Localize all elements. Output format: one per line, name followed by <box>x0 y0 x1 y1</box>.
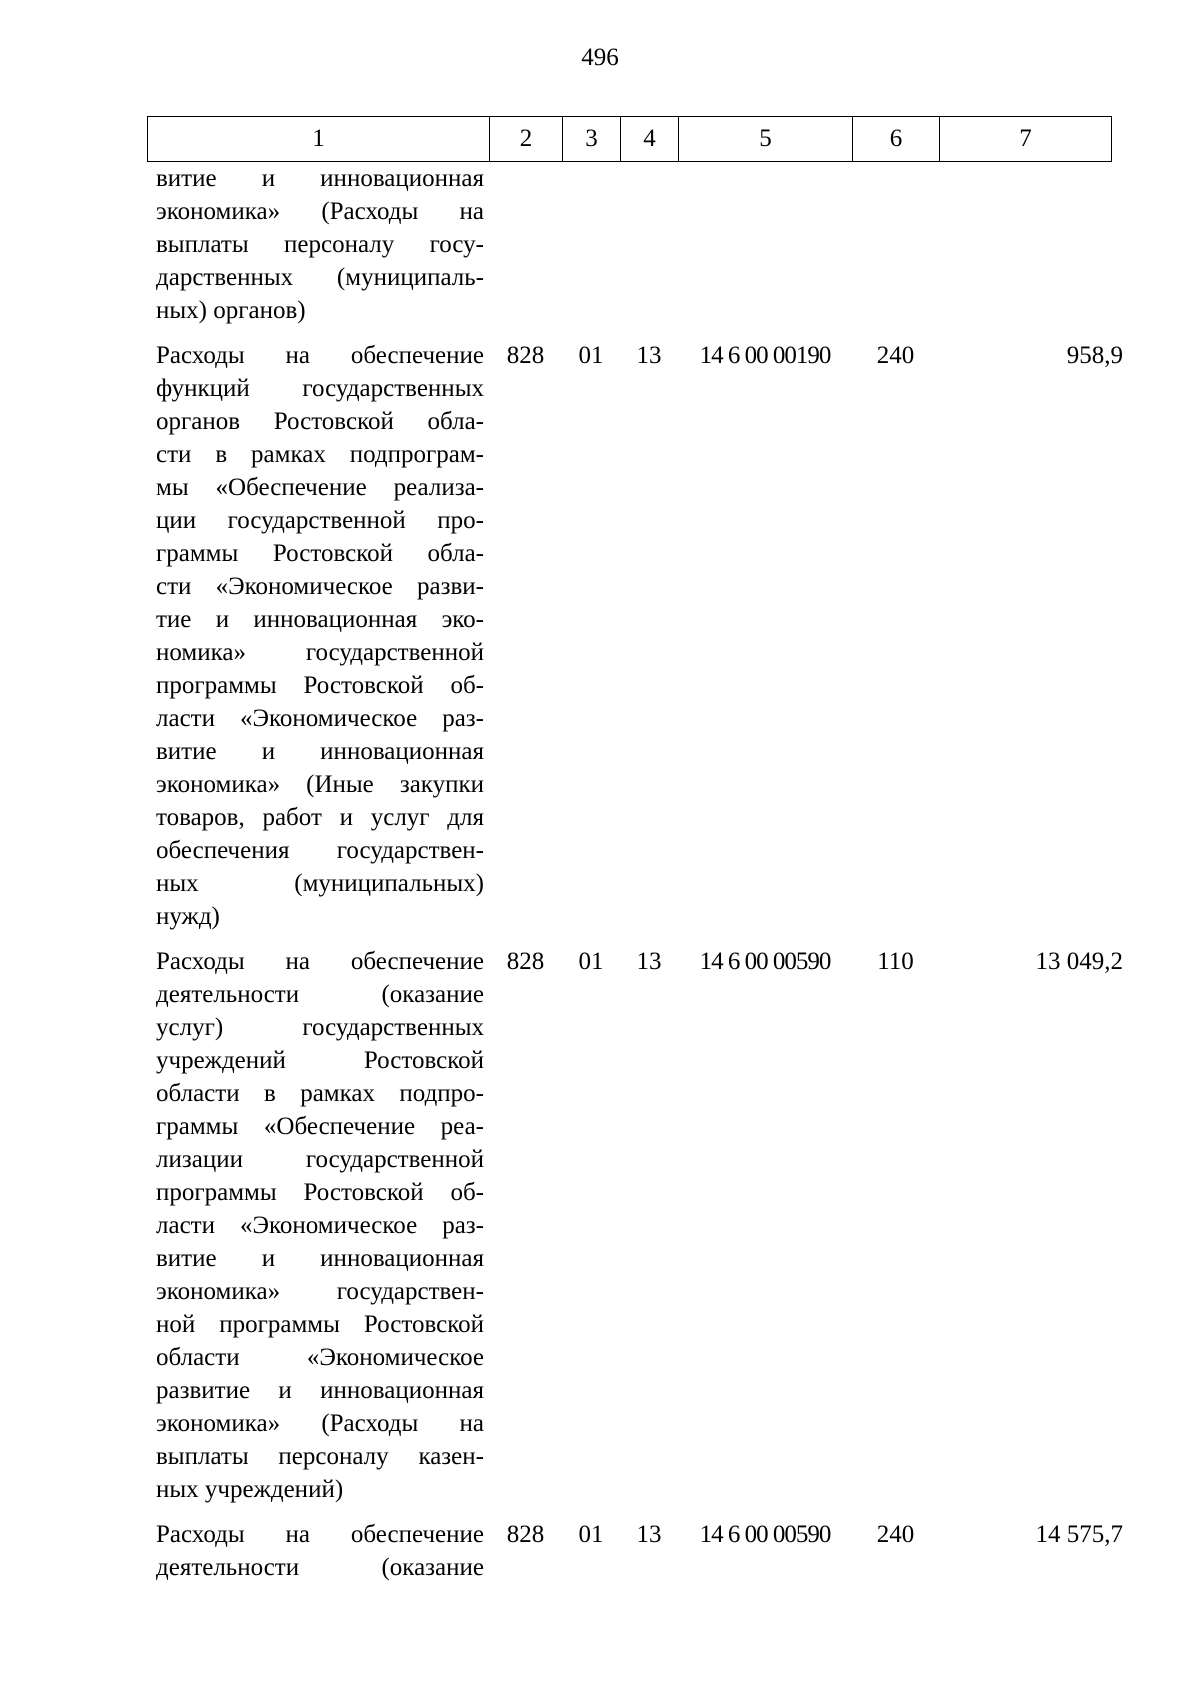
description-line: Расходы на обеспечение <box>156 1521 484 1548</box>
description-line: программы Ростовской об- <box>156 672 484 699</box>
description-line: ции государственной про- <box>156 507 484 534</box>
description-line: ных учреждений) <box>156 1476 344 1503</box>
header-col-4: 4 <box>621 117 679 162</box>
table-header <box>147 116 1112 162</box>
description-line: области в рамках подпро- <box>156 1080 484 1107</box>
row-section: 01 <box>578 948 604 975</box>
description-line: номика» государственной <box>156 639 484 666</box>
row-amount: 13 049,2 <box>1035 948 1123 975</box>
description-line: экономика» государствен- <box>156 1278 484 1305</box>
row-description <box>147 339 489 933</box>
row-section: 01 <box>578 342 604 369</box>
table-row <box>147 339 1133 933</box>
description-line: витие и инновационная <box>156 738 484 765</box>
row-ministry-code: 828 <box>506 342 545 369</box>
description-line: товаров, работ и услуг для <box>156 804 484 831</box>
row-description <box>147 162 489 327</box>
row-target-article: 14 6 00 00590 <box>699 948 831 975</box>
description-line: органов Ростовской обла- <box>156 408 484 435</box>
description-line: мы «Обеспечение реализа- <box>156 474 484 501</box>
description-line: дарственных (муниципаль- <box>156 264 484 291</box>
table-row <box>147 945 1133 1506</box>
header-col-6: 6 <box>853 117 940 162</box>
page-number: 496 <box>581 44 619 71</box>
description-line: обеспечения государствен- <box>156 837 484 864</box>
description-line: ных) органов) <box>156 297 306 324</box>
header-col-7: 7 <box>940 117 1112 162</box>
header-col-1: 1 <box>148 117 490 162</box>
description-line: лизации государственной <box>156 1146 484 1173</box>
table-row <box>147 162 1133 327</box>
description-line: экономика» (Расходы на <box>156 1410 484 1437</box>
table-row <box>147 1518 1133 1584</box>
description-line: ных (муниципальных) <box>156 870 484 897</box>
row-ministry-code: 828 <box>506 948 545 975</box>
description-line: Расходы на обеспечение <box>156 948 484 975</box>
row-target-article <box>678 162 852 195</box>
table-body <box>147 162 1133 1596</box>
row-expense-type <box>852 162 939 195</box>
description-line: ласти «Экономическое раз- <box>156 1212 484 1239</box>
row-expense-type: 240 <box>876 1521 915 1548</box>
description-line: ной программы Ростовской <box>156 1311 484 1338</box>
description-line: граммы Ростовской обла- <box>156 540 484 567</box>
row-section <box>562 162 620 195</box>
description-line: витие и инновационная <box>156 1245 484 1272</box>
description-line: граммы «Обеспечение реа- <box>156 1113 484 1140</box>
description-line: выплаты персоналу казен- <box>156 1443 484 1470</box>
row-ministry-code <box>489 162 562 195</box>
description-line: Расходы на обеспечение <box>156 342 484 369</box>
row-target-article: 14 6 00 00590 <box>699 1521 831 1548</box>
description-line: витие и инновационная <box>156 165 484 192</box>
header-col-3: 3 <box>563 117 621 162</box>
description-line: выплаты персоналу госу- <box>156 231 484 258</box>
description-line: экономика» (Расходы на <box>156 198 484 225</box>
row-amount <box>939 162 1133 195</box>
row-subsection: 13 <box>636 948 662 975</box>
description-line: учреждений Ростовской <box>156 1047 484 1074</box>
row-subsection: 13 <box>636 1521 662 1548</box>
description-line: функций государственных <box>156 375 484 402</box>
row-subsection: 13 <box>636 342 662 369</box>
description-line: сти «Экономическое разви- <box>156 573 484 600</box>
row-expense-type: 110 <box>877 948 914 975</box>
description-line: тие и инновационная эко- <box>156 606 484 633</box>
description-line: развитие и инновационная <box>156 1377 484 1404</box>
row-amount: 14 575,7 <box>1035 1521 1123 1548</box>
description-line: услуг) государственных <box>156 1014 484 1041</box>
row-description <box>147 1518 489 1584</box>
row-expense-type: 240 <box>876 342 915 369</box>
description-line: области «Экономическое <box>156 1344 484 1371</box>
description-line: программы Ростовской об- <box>156 1179 484 1206</box>
row-amount: 958,9 <box>1066 342 1123 369</box>
row-target-article: 14 6 00 00190 <box>699 342 831 369</box>
description-line: деятельности (оказание <box>156 981 484 1008</box>
header-col-5: 5 <box>679 117 853 162</box>
row-description <box>147 945 489 1506</box>
description-line: ласти «Экономическое раз- <box>156 705 484 732</box>
row-subsection <box>620 162 678 195</box>
row-section: 01 <box>578 1521 604 1548</box>
description-line: сти в рамках подпрограм- <box>156 441 484 468</box>
header-col-2: 2 <box>490 117 563 162</box>
description-line: деятельности (оказание <box>156 1554 484 1581</box>
description-line: нужд) <box>156 903 220 930</box>
row-ministry-code: 828 <box>506 1521 545 1548</box>
description-line: экономика» (Иные закупки <box>156 771 484 798</box>
